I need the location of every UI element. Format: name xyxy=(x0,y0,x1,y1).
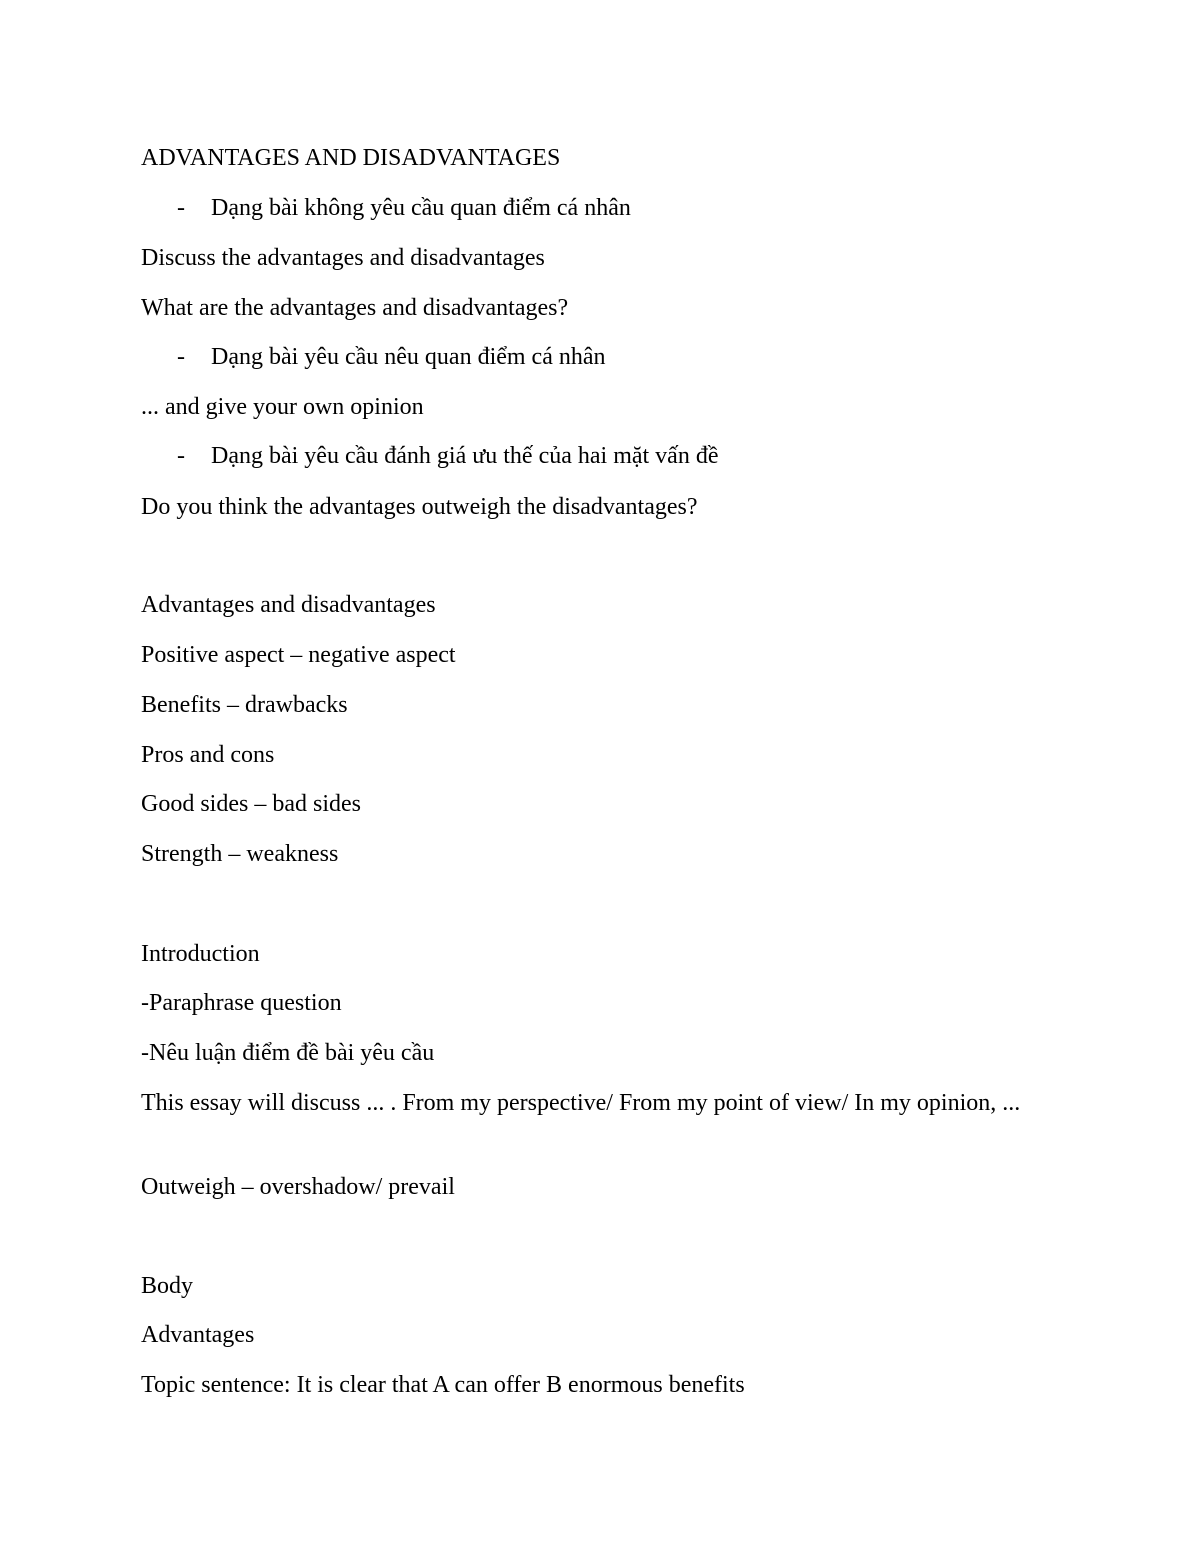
text-line: ... and give your own opinion xyxy=(141,394,424,420)
synonym-line: Advantages and disadvantages xyxy=(141,592,436,618)
synonym-line: Strength – weakness xyxy=(141,841,339,867)
introduction-synonyms: Outweigh – overshadow/ prevail xyxy=(141,1174,455,1200)
bullet-dash: - xyxy=(177,195,185,221)
body-topic-sentence: Topic sentence: It is clear that A can offer B enormous benefits xyxy=(141,1372,745,1398)
synonym-line: Pros and cons xyxy=(141,742,275,768)
document-title: ADVANTAGES AND DISADVANTAGES xyxy=(141,145,561,171)
introduction-item: -Paraphrase question xyxy=(141,990,342,1016)
body-subheading-advantages: Advantages xyxy=(141,1322,255,1348)
bullet-text: Dạng bài không yêu cầu quan điểm cá nhân xyxy=(211,195,631,221)
synonym-line: Benefits – drawbacks xyxy=(141,692,348,718)
introduction-sample-sentence: This essay will discuss ... . From my perspective/ From my point of view/ In my opinion, ... xyxy=(141,1090,1021,1116)
text-line: What are the advantages and disadvantages? xyxy=(141,295,569,321)
section-heading-introduction: Introduction xyxy=(141,941,260,967)
section-heading-body: Body xyxy=(141,1273,194,1299)
bullet-dash: - xyxy=(177,443,185,469)
bullet-text: Dạng bài yêu cầu đánh giá ưu thế của hai mặt vấn đề xyxy=(211,443,719,469)
introduction-item: -Nêu luận điểm đề bài yêu cầu xyxy=(141,1040,435,1066)
synonym-line: Good sides – bad sides xyxy=(141,791,361,817)
bullet-text: Dạng bài yêu cầu nêu quan điểm cá nhân xyxy=(211,344,606,370)
synonym-line: Positive aspect – negative aspect xyxy=(141,642,456,668)
text-line: Discuss the advantages and disadvantages xyxy=(141,245,545,271)
text-line: Do you think the advantages outweigh the disadvantages? xyxy=(141,494,698,520)
bullet-dash: - xyxy=(177,344,185,370)
